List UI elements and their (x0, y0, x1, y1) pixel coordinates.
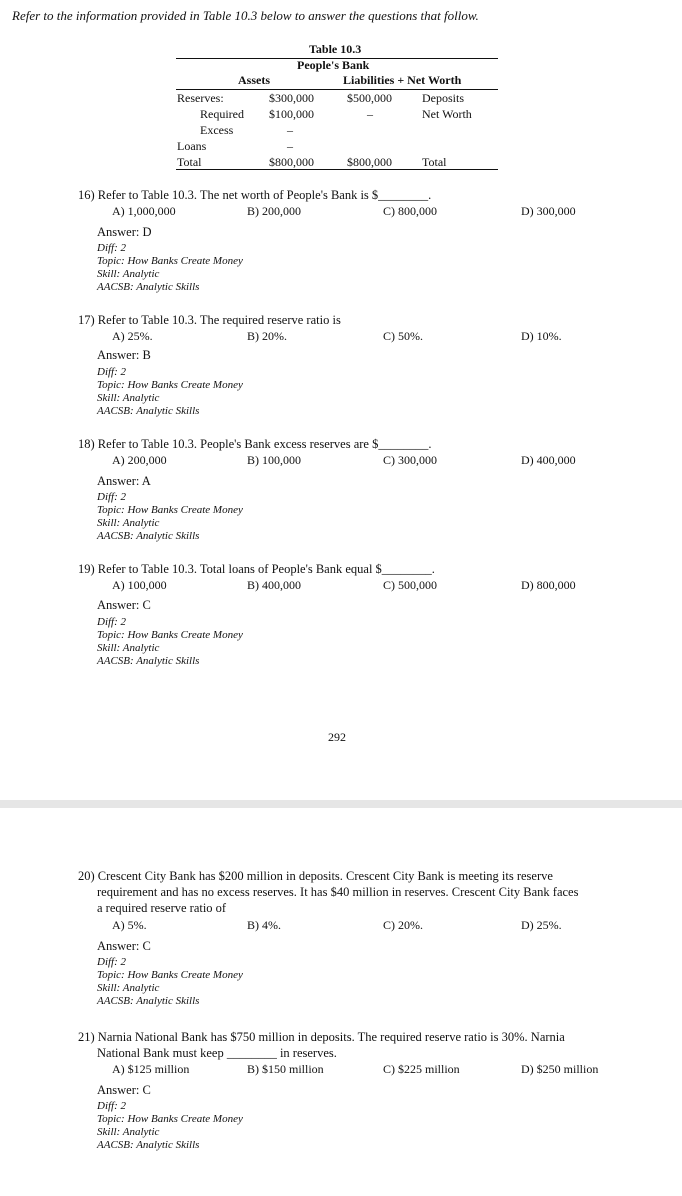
difficulty: Diff: 2 (97, 491, 127, 503)
liability-label-total: Total (422, 155, 447, 169)
difficulty: Diff: 2 (97, 1100, 127, 1112)
aacsb: AACSB: Analytic Skills (97, 995, 200, 1007)
question-stem: 18) Refer to Table 10.3. People's Bank excess reserves are $________. (78, 437, 432, 451)
option-a: A) 5%. (112, 918, 147, 932)
row-label-required: Required (200, 107, 244, 121)
row-label-reserves: Reserves: (177, 91, 224, 105)
option-b: B) 20%. (247, 329, 287, 343)
asset-value-excess: – (287, 123, 293, 137)
topic: Topic: How Banks Create Money (97, 379, 243, 391)
aacsb: AACSB: Analytic Skills (97, 530, 200, 542)
skill: Skill: Analytic (97, 982, 160, 994)
row-label-loans: Loans (177, 139, 207, 153)
skill: Skill: Analytic (97, 392, 160, 404)
topic: Topic: How Banks Create Money (97, 1113, 243, 1125)
question-stem: 19) Refer to Table 10.3. Total loans of People's Bank equal $________. (78, 562, 435, 576)
difficulty: Diff: 2 (97, 242, 127, 254)
intro-instruction: Refer to the information provided in Table 10.3 below to answer the questions that follow. (12, 8, 479, 23)
question-stem-line: National Bank must keep ________ in reserves. (97, 1046, 337, 1060)
skill: Skill: Analytic (97, 1126, 160, 1138)
topic: Topic: How Banks Create Money (97, 969, 243, 981)
page-separator (0, 800, 682, 808)
answer: Answer: D (97, 225, 152, 239)
question-stem: 16) Refer to Table 10.3. The net worth of People's Bank is $________. (78, 188, 432, 202)
page-number: 292 (328, 730, 346, 744)
option-c: C) 20%. (383, 918, 423, 932)
aacsb: AACSB: Analytic Skills (97, 1139, 200, 1151)
option-a: A) $125 million (112, 1062, 190, 1076)
answer: Answer: C (97, 1083, 151, 1097)
option-b: B) $150 million (247, 1062, 324, 1076)
topic: Topic: How Banks Create Money (97, 255, 243, 267)
liability-value-total: $800,000 (347, 155, 392, 169)
question-stem-line: requirement and has no excess reserves. It has $40 million in reserves. Crescent City Bank faces (97, 885, 579, 899)
option-d: D) 800,000 (521, 578, 576, 592)
question-stem-line: a required reserve ratio of (97, 901, 227, 915)
asset-value-required: $100,000 (269, 107, 314, 121)
difficulty: Diff: 2 (97, 366, 127, 378)
table-subtitle: People's Bank (297, 58, 370, 72)
aacsb: AACSB: Analytic Skills (97, 655, 200, 667)
difficulty: Diff: 2 (97, 956, 127, 968)
option-c: C) 500,000 (383, 578, 437, 592)
answer: Answer: A (97, 474, 151, 488)
skill: Skill: Analytic (97, 517, 160, 529)
skill: Skill: Analytic (97, 268, 160, 280)
aacsb: AACSB: Analytic Skills (97, 405, 200, 417)
option-d: D) $250 million (521, 1062, 599, 1076)
liability-value-deposits: $500,000 (347, 91, 392, 105)
table-title: Table 10.3 (309, 42, 362, 56)
option-b: B) 100,000 (247, 453, 301, 467)
liability-value-net-worth: – (367, 107, 373, 121)
option-d: D) 400,000 (521, 453, 576, 467)
option-a: A) 1,000,000 (112, 204, 176, 218)
question-stem-line: 21) Narnia National Bank has $750 million in deposits. The required reserve ratio is 30%. Narnia (78, 1030, 565, 1044)
option-b: B) 200,000 (247, 204, 301, 218)
answer: Answer: B (97, 348, 151, 362)
option-c: C) $225 million (383, 1062, 460, 1076)
liability-label-net-worth: Net Worth (422, 107, 472, 121)
option-a: A) 25%. (112, 329, 153, 343)
question-stem-line: 20) Crescent City Bank has $200 million in deposits. Crescent City Bank is meeting its reserve (78, 869, 553, 883)
option-c: C) 800,000 (383, 204, 437, 218)
assets-header: Assets (238, 73, 270, 87)
page-293 (0, 808, 682, 1196)
liabilities-header: Liabilities + Net Worth (343, 73, 462, 87)
asset-value-loans: – (287, 139, 293, 153)
question-stem: 17) Refer to Table 10.3. The required reserve ratio is (78, 313, 341, 327)
option-b: B) 4%. (247, 918, 281, 932)
liability-label-deposits: Deposits (422, 91, 464, 105)
skill: Skill: Analytic (97, 642, 160, 654)
row-label-excess: Excess (200, 123, 234, 137)
asset-value-reserves: $300,000 (269, 91, 314, 105)
topic: Topic: How Banks Create Money (97, 504, 243, 516)
difficulty: Diff: 2 (97, 616, 127, 628)
option-a: A) 200,000 (112, 453, 167, 467)
option-a: A) 100,000 (112, 578, 167, 592)
table-header-rule (176, 89, 498, 90)
option-c: C) 300,000 (383, 453, 437, 467)
table-bottom-rule (176, 169, 498, 170)
answer: Answer: C (97, 598, 151, 612)
option-b: B) 400,000 (247, 578, 301, 592)
topic: Topic: How Banks Create Money (97, 629, 243, 641)
option-c: C) 50%. (383, 329, 423, 343)
option-d: D) 10%. (521, 329, 562, 343)
option-d: D) 25%. (521, 918, 562, 932)
answer: Answer: C (97, 939, 151, 953)
row-label-total: Total (177, 155, 202, 169)
option-d: D) 300,000 (521, 204, 576, 218)
asset-value-total: $800,000 (269, 155, 314, 169)
aacsb: AACSB: Analytic Skills (97, 281, 200, 293)
